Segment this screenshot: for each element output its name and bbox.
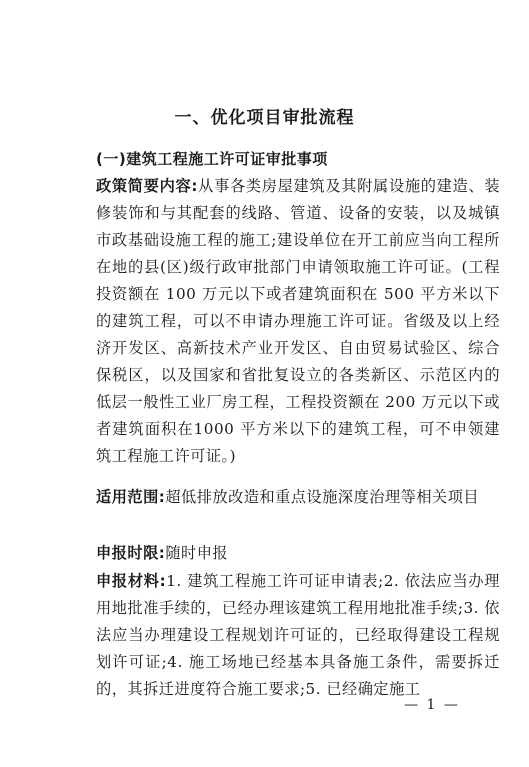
document-title: 一、优化项目审批流程	[174, 108, 355, 128]
period-text: 随时申报	[165, 544, 229, 562]
scope-text: 超低排放改造和重点设施深度治理等相关项目	[165, 488, 480, 506]
period-paragraph	[64, 540, 500, 567]
materials-label: 申报材料:	[96, 572, 167, 590]
materials-paragraph	[64, 568, 500, 703]
scope-paragraph	[64, 484, 500, 511]
section-heading: (一)建筑工程施工许可证审批事项	[96, 150, 328, 168]
policy-paragraph	[64, 173, 500, 470]
page-number: — 1 —	[404, 697, 460, 713]
scope-label: 适用范围:	[96, 488, 166, 506]
policy-label: 政策简要内容:	[96, 177, 198, 195]
policy-text: 从事各类房屋建筑及其附属设施的建造、装修装饰和与其配套的线路、管道、设备的安装，以及城镇市政基础设施工程的施工;建设单位在开工前应当向工程所在地的县(区)级行政审批部门申请领取施工许可证。(工程投资额在 100 万元以下或者建筑面积在 500 平方米以下的建筑工程，可以不申请办理施工许可证。省级及以上经济开发区、高新技术产业开发区、自由贸易试验区、综合保税区，以及国家和省批复设立的各类新区、示范区内的低层一般性工业厂房工程，工程投资额在 200 万元以下或者建筑面积在1000 平方米以下的建筑工程，可不申领建筑工程施工许可证。)	[96, 177, 501, 465]
materials-text: 1. 建筑工程施工许可证申请表;2. 依法应当办理用地批准手续的，已经办理该建筑工程用地批准手续;3. 依法应当办理建设工程规划许可证的，已经取得建设工程规划许可证;4. 施工场地已经基本具备施工条件，需要拆迁的，其拆迁进度符合施工要求;5. 已经确定施工	[96, 572, 500, 698]
period-label: 申报时限:	[96, 544, 166, 562]
